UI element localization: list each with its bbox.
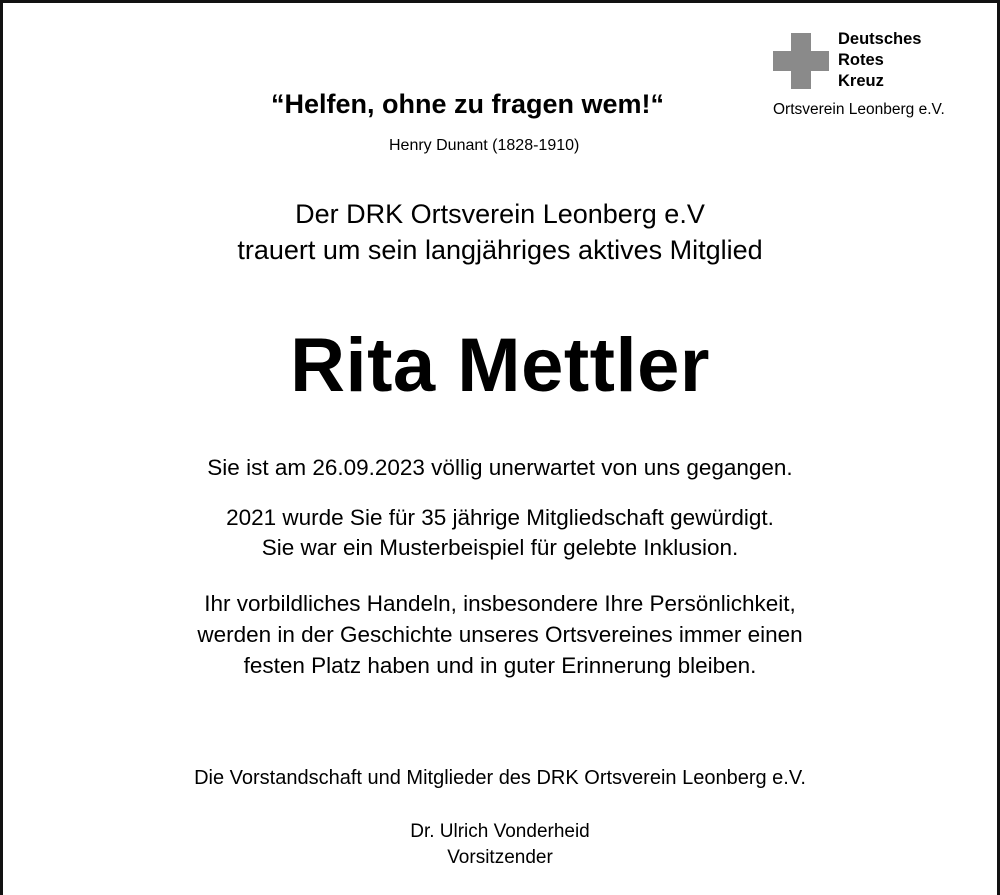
paragraph-line: Sie war ein Musterbeispiel für gelebte Inklusion. <box>261 535 739 560</box>
paragraph-line: Ihr vorbildliches Handeln, insbesondere Ihre Persönlichkeit, <box>204 591 796 616</box>
signer-name: Dr. Ulrich Vonderheid <box>410 821 590 842</box>
quote-text: “Helfen, ohne zu fragen wem!“ <box>271 89 665 119</box>
deceased-name: Rita Mettler <box>290 323 710 408</box>
logo-org-line-1: Deutsches <box>838 30 922 48</box>
paragraph-honor <box>3 503 997 563</box>
paragraph-line: Sie ist am 26.09.2023 völlig unerwartet von uns gegangen. <box>207 455 793 480</box>
paragraph-passing <box>3 453 997 483</box>
red-cross-icon <box>773 33 829 89</box>
intro-line: trauert um sein langjähriges aktives Mitglied <box>237 235 763 265</box>
signer-role: Vorsitzender <box>447 847 553 868</box>
logo-chapter: Ortsverein Leonberg e.V. <box>773 101 945 118</box>
paragraph-line: 2021 wurde Sie für 35 jährige Mitgliedschaft gewürdigt. <box>226 505 774 530</box>
drk-logo <box>773 29 988 124</box>
logo-org-line-3: Kreuz <box>838 72 884 90</box>
paragraph-line: festen Platz haben und in guter Erinnerung bleiben. <box>243 653 757 678</box>
intro-line: Der DRK Ortsverein Leonberg e.V <box>295 199 705 229</box>
intro-text <box>3 196 997 268</box>
paragraph-tribute <box>3 588 997 681</box>
paragraph-line: werden in der Geschichte unseres Ortsvereines immer einen <box>197 622 803 647</box>
quote-author: Henry Dunant (1828-1910) <box>389 137 580 154</box>
logo-org-line-2: Rotes <box>838 51 884 69</box>
signoff: Die Vorstandschaft und Mitglieder des DRK Ortsverein Leonberg e.V. <box>194 767 806 789</box>
signer-block <box>3 819 997 871</box>
